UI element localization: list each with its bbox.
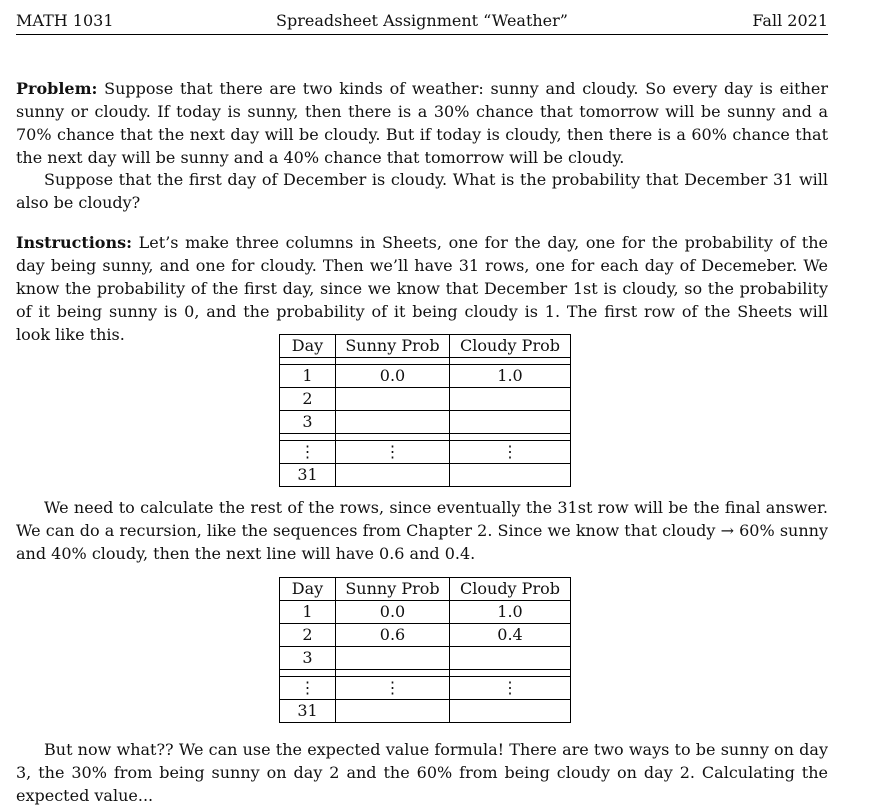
cell-cloudy: 1.0 (450, 365, 571, 388)
cell-cloudy-ellipsis: ⋮ (450, 677, 571, 700)
header-cloudy: Cloudy Prob (450, 578, 571, 601)
cell-sunny (336, 388, 450, 411)
cell-sunny: 0.0 (336, 601, 450, 624)
table-header-row (280, 335, 571, 358)
semester: Fall 2021 (752, 11, 828, 30)
table-header-row (280, 578, 571, 601)
cell-day-ellipsis: ⋮ (280, 441, 336, 464)
cell-day: 1 (280, 601, 336, 624)
instructions-paragraph (16, 231, 828, 346)
table-row (280, 647, 571, 670)
spreadsheet-table-1 (279, 334, 571, 487)
recursion-paragraph: We need to calculate the rest of the rows, since eventually the 31st row will be the final answer. We can do a recursion, like the sequences from Chapter 2. Since we know that cloudy → 60% sunny and 40% cloudy, then the next line will have 0.6 and 0.4. (16, 498, 828, 563)
cell-cloudy (450, 388, 571, 411)
assignment-title: Spreadsheet Assignment “Weather” (276, 11, 568, 30)
table-row (280, 388, 571, 411)
cell-sunny (336, 647, 450, 670)
problem-paragraph (16, 77, 828, 169)
cell-sunny: 0.6 (336, 624, 450, 647)
cell-sunny (336, 411, 450, 434)
header-day: Day (280, 578, 336, 601)
cell-sunny-ellipsis: ⋮ (336, 677, 450, 700)
problem-question: Suppose that the first day of December is cloudy. What is the probability that December 31 will also be cloudy? (16, 170, 828, 212)
problem-label: Problem: (16, 79, 98, 98)
table-row (280, 700, 571, 723)
cell-cloudy: 0.4 (450, 624, 571, 647)
course-code: MATH 1031 (16, 11, 114, 30)
header-sunny: Sunny Prob (336, 578, 450, 601)
table-row-ellipsis (280, 677, 571, 700)
cell-cloudy: 1.0 (450, 601, 571, 624)
header-sunny: Sunny Prob (336, 335, 450, 358)
cell-cloudy (450, 700, 571, 723)
cell-cloudy (450, 464, 571, 487)
cell-day: 2 (280, 388, 336, 411)
page-header (16, 8, 828, 35)
header-cloudy: Cloudy Prob (450, 335, 571, 358)
cell-sunny-ellipsis: ⋮ (336, 441, 450, 464)
table-row (280, 464, 571, 487)
cell-day: 3 (280, 411, 336, 434)
closing-paragraph: But now what?? We can use the expected value formula! There are two ways to be sunny on day 3, the 30% from being sunny on day 2 and the 60% from being cloudy on day 2. Calculating the expected value... (16, 740, 828, 805)
cell-day: 3 (280, 647, 336, 670)
cell-sunny (336, 464, 450, 487)
cell-sunny: 0.0 (336, 365, 450, 388)
instructions-label: Instructions: (16, 233, 133, 252)
cell-day: 31 (280, 464, 336, 487)
cell-day: 31 (280, 700, 336, 723)
spreadsheet-table-2 (279, 577, 571, 723)
table-row-ellipsis (280, 441, 571, 464)
cell-day: 1 (280, 365, 336, 388)
cell-cloudy (450, 647, 571, 670)
cell-cloudy-ellipsis: ⋮ (450, 441, 571, 464)
problem-text: Suppose that there are two kinds of weather: sunny and cloudy. So every day is either sunny or cloudy. If today is sunny, then there is a 30% chance that tomorrow will be sunny and a 70% chance that the next day will be cloudy. But if today is cloudy, then there is a 60% chance that the next day will be sunny and a 40% chance that tomorrow will be cloudy. (16, 79, 828, 167)
cell-cloudy (450, 411, 571, 434)
cell-sunny (336, 700, 450, 723)
table-row (280, 411, 571, 434)
cell-day: 2 (280, 624, 336, 647)
table-row (280, 365, 571, 388)
table-row (280, 624, 571, 647)
header-day: Day (280, 335, 336, 358)
cell-day-ellipsis: ⋮ (280, 677, 336, 700)
instructions-text: Let’s make three columns in Sheets, one for the day, one for the probability of the day being sunny, and one for cloudy. Then we’ll have 31 rows, one for each day of Decemeber. We know the probability of the first day, since we know that December 1st is cloudy, so the probability of it being sunny is 0, and the probability of it being cloudy is 1. The first row of the Sheets will look like this. (16, 233, 828, 344)
table-row (280, 601, 571, 624)
